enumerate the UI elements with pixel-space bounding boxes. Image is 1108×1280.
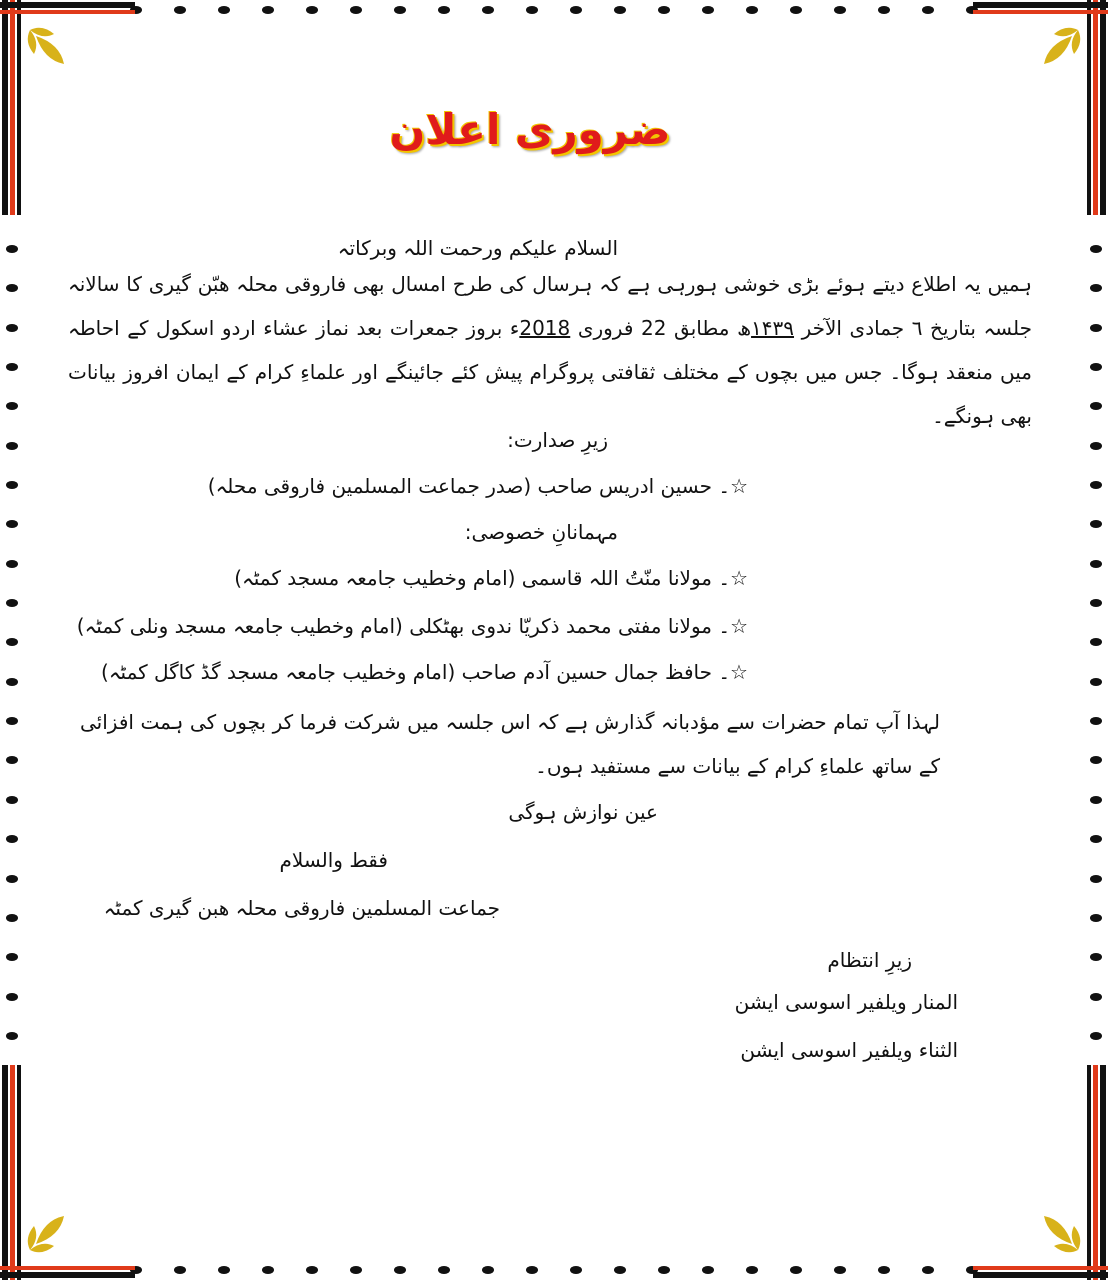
event-year: 2018	[519, 316, 571, 340]
closing-line: فقط والسلام	[279, 848, 388, 872]
signatory-line: جماعت المسلمین فاروقی محلہ ھبن گیری کمٹہ	[103, 896, 500, 920]
presidency-heading: زیرِ صدارت:	[507, 428, 608, 452]
hijri-year: ۱۴۳۹	[751, 316, 795, 340]
left-dot-border	[6, 245, 18, 1040]
top-dot-border	[130, 6, 978, 14]
president-line: ☆۔ حسین ادریس صاحب (صدر جماعت المسلمین فاروقی محلہ)	[207, 474, 748, 498]
greeting-line: السلام علیکم ورحمت اللہ وبرکاتہ	[337, 236, 618, 260]
guests-heading: مہمانانِ خصوصی:	[464, 520, 618, 544]
right-dot-border	[1090, 245, 1102, 1040]
top-right-corner-ornament	[968, 0, 1108, 220]
organizers-heading: زیرِ انتظام	[827, 948, 912, 972]
kindness-line: عین نوازش ہوگی	[508, 800, 658, 824]
guest-line-3: ☆۔ حافظ جمال حسین آدم صاحب (امام وخطیب جامعہ مسجد گڈ کاگل کمٹہ)	[101, 660, 748, 684]
bottom-right-corner-ornament	[968, 1060, 1108, 1280]
intro-part-2: ھ مطابق 22 فروری	[570, 316, 752, 340]
announcement-title: ضروری اعلان	[389, 105, 671, 154]
intro-part-3: ء بروز جمعرات بعد نماز عشاء اردو اسکول کے احاطہ میں منعقد ہوگا۔ جس میں بچوں کے مختلف ثقافتی پروگرام پیش کئے جائینگے اور علماءِ کرام کے ایمان افروز بیانات بھی ہونگے۔	[68, 316, 1032, 428]
bottom-dot-border	[130, 1266, 978, 1274]
guest-line-2: ☆۔ مولانا مفتی محمد ذکریّا ندوی بھٹکلی (امام وخطیب جامعہ مسجد ونلی کمٹہ)	[76, 614, 748, 638]
organizer-1: المنار ویلفیر اسوسی ایشن	[734, 990, 958, 1014]
top-left-corner-ornament	[0, 0, 140, 220]
request-paragraph: لہذا آپ تمام حضرات سے مؤدبانہ گذارش ہے کہ اس جلسہ میں شرکت فرما کر بچوں کی ہمت افزائی کے ساتھ علماءِ کرام کے بیانات سے مستفید ہوں۔	[80, 710, 940, 778]
organizer-2: الثناء ویلفیر اسوسی ایشن	[740, 1038, 958, 1062]
guest-line-1: ☆۔ مولانا منّتُ اللہ قاسمی (امام وخطیب جامعہ مسجد کمٹہ)	[234, 566, 748, 590]
intro-part-1: ہمیں یہ اطلاع دیتے ہوئے بڑی خوشی ہورہی ہے کہ ہرسال کی طرح امسال بھی فاروقی محلہ ھبّن گیری کا سالانہ جلسہ بتاریخ ٦ جمادی الآخر	[68, 272, 1033, 340]
bottom-left-corner-ornament	[0, 1060, 140, 1280]
intro-paragraph	[68, 262, 1032, 438]
